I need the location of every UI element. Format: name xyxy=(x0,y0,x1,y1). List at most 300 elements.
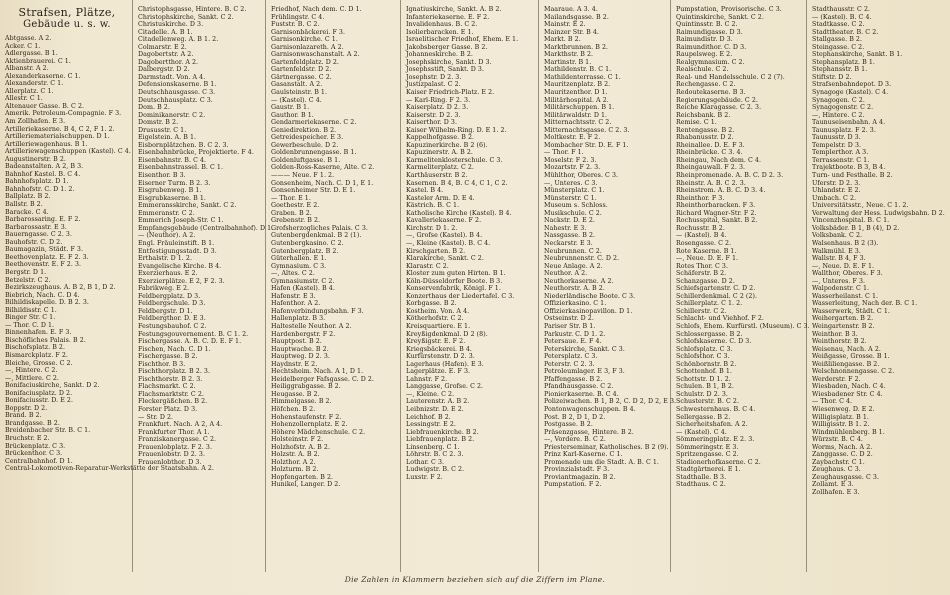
index-entry: Mauritzenthor. D 1. xyxy=(544,89,608,97)
index-entry: Kreisquartiere. E 1. xyxy=(406,322,471,330)
index-entry: Mailandsgasse. B 2. xyxy=(544,13,609,21)
index-entry: Ballstr. B 2. xyxy=(5,201,43,209)
index-entry: Frühlingstr. C 4. xyxy=(271,13,325,21)
index-entry: Schanzgasse. D 2. xyxy=(676,277,735,285)
index-entry: Abtgasse. A 2. xyxy=(5,35,52,42)
index-entry: Post. B 2, D 1, D 2. xyxy=(544,413,606,421)
index-entry: Empfangsgebäude (Centralbahnhof). D 1. xyxy=(138,224,274,232)
index-entry: Holsteinstr. F 2. xyxy=(271,436,324,444)
index-entry: Musikschule. C 2. xyxy=(544,209,602,217)
index-entry: Aktienbrauerei. C 1. xyxy=(5,57,71,65)
index-entry: Bahnhof Kastel. B. C 4. xyxy=(5,170,81,178)
index-entry: Verwaltung der Hess. Ludwigsbahn. D 2. xyxy=(812,209,945,217)
index-entry: Steingasse. C 2. xyxy=(812,43,865,51)
index-entry: Isolierbaracken. E 1. xyxy=(406,28,474,36)
index-entry: Alexanderstr. C 1. xyxy=(5,80,64,88)
index-entry: Justizpalast. C 2. xyxy=(406,81,461,89)
index-entry: Schottenhof. B 1. xyxy=(676,368,732,376)
index-entry: Weihergarten. B 2. xyxy=(812,315,874,323)
index-entry: Kurfürstenstr. D 2. 3. xyxy=(406,353,475,361)
index-entry: Beethovenstr. E. F 2. 3. xyxy=(5,261,82,269)
index-entry: Gutenbergkasino. C 2. xyxy=(271,239,344,247)
index-entry: Parkustr. C. D 1. 2. xyxy=(544,330,606,338)
index-entry: Neubrunnenstr. C. D 2. xyxy=(544,255,620,263)
index-entry: — (Kastel). B. C 4. xyxy=(812,13,872,21)
index-entry: Lauterenstr. A. B 2. xyxy=(406,398,470,406)
index-entry: Fabrikweg. E 2. xyxy=(138,285,190,293)
index-entry: — Thor. E 1. xyxy=(271,194,311,202)
index-entry: Gutenbergplatz. B 2. xyxy=(271,247,339,255)
index-entry: Synagogen. C 2. xyxy=(812,96,865,104)
index-entry: Rechengasse. C 2. xyxy=(676,81,736,89)
index-entry: Mauritzenplatz. B 2. xyxy=(544,81,611,89)
index-entry: Werderstr. F 2. xyxy=(812,375,861,383)
index-entry: —, Kleine. C 2. xyxy=(406,390,455,398)
index-entry: Schlacht- und Viehhof. F 2. xyxy=(676,315,764,323)
index-entry: — Karl-Ring. F 2. 3. xyxy=(406,96,471,104)
index-entry: Weißliliengasse. B 2. xyxy=(812,360,880,368)
index-entry: Gonsenheimer Str. D. E 1. xyxy=(271,187,356,195)
index-entry: Schillerplatz. C 1. 2. xyxy=(676,300,743,308)
index-entry: Markthstr. B 2. xyxy=(544,51,594,59)
index-entry: Bergstr. D 1. xyxy=(5,268,47,276)
index-entry: Rote Kaserne. B 1. xyxy=(676,247,737,255)
index-entry: Stadthalle. B 3. xyxy=(676,473,727,481)
index-entry: Bahnhofstr. C. D 1. 2. xyxy=(5,185,75,193)
index-entry: Invalidenhaus. B. C 2. xyxy=(406,21,478,29)
index-entry: Holzthor. A 2. xyxy=(271,458,316,466)
index-list xyxy=(271,6,397,489)
index-entry: Emmeransskirche, Sankt. C 2. xyxy=(138,202,237,210)
index-entry: —, Altes. C 2. xyxy=(271,270,315,278)
index-list xyxy=(544,6,677,489)
index-entry: Mühlthor, Oberes. C 3. xyxy=(544,172,619,180)
index-entry: Alexanderkaserne. C 1. xyxy=(5,72,81,80)
index-entry: Goldenluftgasse. B 1. xyxy=(271,156,341,164)
index-entry: Proviantmagazin. B 2. xyxy=(544,473,616,481)
index-entry: — (Kastel). C 4. xyxy=(676,428,727,436)
index-entry: Hafenthor. A 2. xyxy=(271,300,321,308)
index-entry: Bonifaciusplatz. D 2. xyxy=(5,389,73,397)
index-entry: Mathildenterrasse. C 1. xyxy=(544,73,621,81)
index-entry: Remise. C 1. xyxy=(676,119,717,127)
index-entry: Artilleriewagenschuppen (Kastel). C 4. xyxy=(5,148,131,156)
index-entry: Gaulsteinstr. B 1. xyxy=(271,89,328,97)
index-entry: Hopfengarten. B 2. xyxy=(271,473,334,481)
index-entry: Kreyßigstr. E. F 2. xyxy=(406,338,466,346)
index-entry: Brückenplatz. C 3. xyxy=(5,442,66,450)
index-entry: Schillerstr. C 2. xyxy=(676,307,727,315)
index-entry: Kostheim. Von. A 4. xyxy=(406,307,470,315)
index-entry: Militärhospital. A 2. xyxy=(544,96,609,104)
index-entry: Peterstr. C 2. 3. xyxy=(544,360,595,368)
index-entry: Rosengasse. C 2. xyxy=(676,239,732,247)
index-entry: — Thor. C. D 1. xyxy=(5,321,55,329)
index-entry: Johanneskirche. B 2. xyxy=(406,51,473,59)
index-entry: Bauhofstr. C. D 2. xyxy=(5,238,63,246)
index-entry: Holzhofstr. A. B 2. xyxy=(271,443,331,451)
index-entry: Schlofs, Ehem. Kurfürstl. (Museum). C 3. xyxy=(676,322,810,330)
index-entry: Albanstr. A 2. xyxy=(5,65,49,73)
index-entry: — Thor. C 4. xyxy=(812,398,853,406)
index-entry: Promenade um die Stadt. A. B. C 1. xyxy=(544,458,659,466)
index-entry: Kästrich. B. C 1. xyxy=(406,202,460,210)
index-entry: Beethovenplatz. E. F 2. 3. xyxy=(5,253,89,261)
index-entry: Taunusstr. D 3. xyxy=(812,134,861,142)
index-entry: Grebenstr. B 2. xyxy=(271,217,321,225)
index-entry: Bischofsplatz. B 2. xyxy=(5,344,66,352)
index-entry: —, Neue. D. E. F 1. xyxy=(812,262,875,270)
index-heading xyxy=(5,6,129,33)
index-entry: Bahnhofsplatz. D 1. xyxy=(5,178,69,186)
index-entry: Badeanstalten. A 2, B 3. xyxy=(5,163,84,171)
index-entry: Willigisplatz. B 1. xyxy=(812,413,869,421)
index-entry: Walkmühl. E 3. xyxy=(812,247,861,255)
index-entry: Wasserleitung, Nach der. B. C 1. xyxy=(812,300,918,308)
index-entry: Central-Lokomotiven-Reparatur-Werkstätte der Staatsbahn. A 2. xyxy=(5,465,214,473)
index-entry: Schulen. B 1, B 2. xyxy=(676,383,734,391)
index-entry: Pariser Str. B 1. xyxy=(544,322,596,330)
index-entry: Kapuzinerkirche. B 2 (6). xyxy=(406,141,488,149)
index-entry: Kaiserplatz. D 2. 3. xyxy=(406,104,469,112)
index-entry: Stadtgärtnerei. E 1. xyxy=(676,466,741,474)
index-entry: —, Grofse (Kastel). B 4. xyxy=(406,232,483,240)
index-entry: Schlofskaserne. C. D 3. xyxy=(676,338,752,346)
index-column-7 xyxy=(807,0,950,572)
index-entry: Augustinerstr. B 2. xyxy=(5,155,66,163)
index-entry: Turn- und Festhalle. B 2. xyxy=(812,172,893,180)
index-entry: Darmstadt. Von. A 4. xyxy=(138,73,206,81)
index-entry: — (Kastel). C 4. xyxy=(271,96,322,104)
index-entry: Kaiser Wilhelm-Ring. D. E 1. 2. xyxy=(406,126,507,134)
index-entry: Graben. B 2. xyxy=(271,209,312,217)
index-entry: Garnisonbäckerei. F 3. xyxy=(271,28,346,36)
index-column-3 xyxy=(266,0,401,572)
index-entry: Haydnstr. E 2. xyxy=(271,360,318,368)
index-entry: Stallgasse. B 2. xyxy=(812,36,863,44)
index-entry: Feldbergstr. D 1. xyxy=(138,307,193,315)
index-entry: — (Kastel). B 4. xyxy=(676,232,727,240)
index-entry: Binnenhafen. E. F 3. xyxy=(5,329,72,337)
index-entry: Biebrich, Nach. C. D 4. xyxy=(5,291,80,299)
index-entry: Regierungsgebäude. C 2. xyxy=(676,96,758,104)
index-entry: Rheinstr. A. B. C 2. 3. xyxy=(676,179,746,187)
index-entry: Vincenzhospital. B. C 1. xyxy=(812,217,890,225)
index-entry: Feldbergplatz. D 3. xyxy=(138,292,201,300)
index-entry: Hafenverbindungsbahn. F 3. xyxy=(271,307,364,315)
index-entry: Korbgasse. B 2. xyxy=(406,300,457,308)
index-entry: Wallthor, Oberes. F 3. xyxy=(812,270,883,278)
index-entry: Rheinallee. D. E. F 3. xyxy=(676,141,745,149)
index-entry: Neuthor. A 2. xyxy=(544,270,588,278)
index-entry: Entfestigungsstadt. D 3. xyxy=(138,247,217,255)
index-entry: Mainstr. E 2. xyxy=(544,21,586,29)
index-column-5 xyxy=(539,0,677,572)
index-entry: Hallenplatz. B 3. xyxy=(271,315,326,323)
index-list xyxy=(138,6,274,466)
index-entry: Flachsmarkt. C 2. xyxy=(138,383,196,391)
index-entry: Kavalleriekaserne. F 2. xyxy=(406,217,482,225)
index-entry: Gasanstalt. A 2. xyxy=(271,81,323,89)
index-entry: Citadelle. A. B 1. xyxy=(138,28,193,36)
index-entry: Heugasse. B 2. xyxy=(271,390,320,398)
index-entry: Karthäuserstr. B 2. xyxy=(406,172,468,180)
index-entry: Barbarossastr. E 3. xyxy=(5,223,67,231)
index-entry: Rochusstr. B 2. xyxy=(676,224,725,232)
index-entry: Geniedirektion. B 2. xyxy=(271,126,337,134)
index-entry: Artilleriewagenhaus. B 1. xyxy=(5,140,88,148)
index-entry: Friedhof, Nach dem. C. D 1. xyxy=(271,6,362,13)
index-entry: Holzturm. B 2. xyxy=(271,466,319,474)
index-entry: Franziskanergasse. C 2. xyxy=(138,436,217,444)
index-entry: Festungsgouvernement. B. C 1. 2. xyxy=(138,330,249,338)
index-entry: Bauerngasse. C 2. 3. xyxy=(5,231,73,239)
index-entry: Breidenbacher Str. B. C 1. xyxy=(5,427,91,435)
index-entry: Schulstr. D 2. 3. xyxy=(676,390,728,398)
index-entry: Weingartenstr. B 2. xyxy=(812,322,875,330)
index-entry: Mainzer Str. B 4. xyxy=(544,28,599,36)
index-entry: Quintinsstr. B. C 2. xyxy=(676,21,738,29)
index-entry: Real- und Handelsschule. C 2 (7). xyxy=(676,73,785,81)
index-entry: Klarakirche, Sankt. C 2. xyxy=(406,255,484,263)
index-entry: Heidelberger Fafsgasse. C. D 2. xyxy=(271,375,374,383)
index-entry: Langgasse, Grofse. C 2. xyxy=(406,383,484,391)
index-entry: Eisenbahnbrücke, Projektierte. F 4. xyxy=(138,149,254,157)
index-entry: Dalbergstr. D 2. xyxy=(138,66,190,74)
index-entry: Bilhildisstr. C 1. xyxy=(5,306,57,314)
index-entry: — Str. D 2. xyxy=(138,413,174,421)
index-entry: Kappelhofgasse. B 2. xyxy=(406,134,475,142)
index-entry: Zeughausgasse. C 3. xyxy=(812,473,880,481)
index-entry: Schäferstr. B 2. xyxy=(676,270,727,278)
index-entry: Brand. B 2. xyxy=(5,412,42,420)
index-entry: Barbarossaring. E. F 2. xyxy=(5,216,81,224)
index-entry: Hauptpost. B 2. xyxy=(271,338,322,346)
index-entry: Mozartstr. F 2. 3. xyxy=(544,164,601,172)
index-entry: Pionierkaserne. B. C 4. xyxy=(544,390,619,398)
index-entry: Kirchstr. D 1. 2. xyxy=(406,224,458,232)
index-entry: Domstr. B 2. xyxy=(138,119,179,127)
index-entry: Quintinskirche, Sankt. C 2. xyxy=(676,13,764,21)
index-entry: —, Unteres. F 3. xyxy=(812,277,866,285)
index-entry: Uferstr. D 2. 3. xyxy=(812,179,861,187)
index-entry: Schottstr. D 1. 2. xyxy=(676,375,731,383)
index-entry: Wasserheilanst. C 1. xyxy=(812,292,879,300)
index-entry: Kastel. B 4. xyxy=(406,187,444,195)
index-entry: Am Zollhafen. E 3. xyxy=(5,118,66,126)
index-entry: Stadttheater. B. C 2. xyxy=(812,28,879,36)
index-entry: Flachsmarktstr. C 2. xyxy=(138,390,204,398)
index-entry: Lagerhaus (Hafen). E 3. xyxy=(406,360,484,368)
index-entry: Eisgrubenweg. B 1. xyxy=(138,187,202,195)
index-entry: Präsenzgasse, Hintere. B 2. xyxy=(544,428,634,436)
index-entry: Maarauе. A 3. 4. xyxy=(544,6,598,13)
index-entry: Weisenau, Nach. A 2. xyxy=(812,345,881,353)
index-list xyxy=(812,6,947,497)
index-entry: Sömmeringplatz. E 2. 3. xyxy=(676,436,755,444)
index-entry: —, Kleine (Kastel). B. C 4. xyxy=(406,239,491,247)
index-entry: Pfaffengasse. B 2. xyxy=(544,375,603,383)
index-entry: Linsenberg. C 1. xyxy=(406,443,460,451)
index-entry: Gymnasiumstr. C 2. xyxy=(271,277,335,285)
index-entry: Wiesenweg. D. E 2. xyxy=(812,405,875,413)
index-entry: —, Hintere. C 2. xyxy=(812,111,865,119)
index-entry: Pumpstation. F 2. xyxy=(544,481,602,489)
index-entry: Provinzialstadt. F 3. xyxy=(544,466,610,474)
index-entry: Tempelstr. D 3. xyxy=(812,141,862,149)
index-entry: Exerzierplätze. E 2, F 2. 3. xyxy=(138,277,225,285)
index-entry: Neuthorkaserne. A 2. xyxy=(544,277,614,285)
index-entry: Schlossergasse. B 2. xyxy=(676,330,743,338)
index-entry: —, Vordere. B. C 2. xyxy=(544,436,606,444)
index-entry: Luxstr. F 2. xyxy=(406,473,443,481)
index-entry: Sicherheitshafen. A 2. xyxy=(676,421,748,429)
index-entry: Kötherhofstr. C 2. xyxy=(406,315,464,323)
index-entry: Zanggasse. C. D 2. xyxy=(812,451,873,459)
index-entry: Defensionskaserne. B 1. xyxy=(138,81,217,89)
index-entry: Schlofsplatz. C 3. xyxy=(676,345,733,353)
index-entry: Kloster zum guten Hirten. B 1. xyxy=(406,270,506,278)
index-entry: Christophskirche, Sankt. C 2. xyxy=(138,13,234,21)
index-entry: Polizeiwachen. B 1, B 2, C. D 2, D 2, E 3. xyxy=(544,398,677,406)
index-entry: Hafen (Kastel). B 4. xyxy=(271,285,335,293)
index-entry: Citadellenweg. A. B 1. 2. xyxy=(138,36,219,44)
index-entry: Zollamt. E 3. xyxy=(812,481,854,489)
index-entry: Konservenfabrik, Königl. F 1. xyxy=(406,285,501,293)
index-entry: ——— Neue. F 1. 2. xyxy=(271,172,335,180)
index-entry: Taunusplatz. F 2. 3. xyxy=(812,126,876,134)
index-entry: Synagoge (Kastel). C 4. xyxy=(812,89,889,97)
index-entry: Ignatiuskirche, Sankt. A. B 2. xyxy=(406,6,502,13)
index-entry: Festungsbauhof. C 2. xyxy=(138,322,207,330)
index-column-6 xyxy=(671,0,810,572)
index-entry: Rotes Thor. C 3. xyxy=(676,262,729,270)
index-entry: Synagogenstr. C 2. xyxy=(812,104,874,112)
index-entry: Uhlandstr. E 2. xyxy=(812,187,861,195)
index-entry: —, Hintere. C 2. xyxy=(5,367,58,375)
index-entry: Volksbank. C 2. xyxy=(812,232,863,240)
index-entry: Frankfurt. Nach. A 2, A 4. xyxy=(138,421,223,429)
index-entry: Ballplatz. B 2. xyxy=(5,193,51,201)
index-entry: Raimundithor. C. D 3. xyxy=(676,43,747,51)
index-entry: Garnisonwaschanstalt. A 2. xyxy=(271,51,360,59)
index-entry: Petersplatz. C 3. xyxy=(544,353,598,361)
index-entry: Hohenstaufenstr. F 2. xyxy=(271,413,342,421)
index-entry: Volksbäder. B 1, B (4), D 2. xyxy=(812,224,900,232)
index-entry: Pumpstation, Provisorische. C 3. xyxy=(676,6,782,13)
index-entry: Bleiche, Grosse. C 2. xyxy=(5,359,73,367)
index-entry: Hauptwache. B 2. xyxy=(271,345,329,353)
index-entry: Petersaue. E. F 4. xyxy=(544,338,602,346)
index-entry: Centralbahnhof. D 1. xyxy=(5,457,73,465)
index-entry: Forster Platz. D 3. xyxy=(138,405,198,413)
index-entry: Exerzierhaus. E 2. xyxy=(138,270,198,278)
index-entry: Gymnasium. C 3. xyxy=(271,262,327,270)
index-entry: Realgymnasium. C 2. xyxy=(676,58,745,66)
index-entry: Getreidespeicher. E 3. xyxy=(271,134,344,142)
index-entry: Umbach. C 2. xyxy=(812,194,857,202)
index-entry: Gauthor. B 1. xyxy=(271,111,314,119)
index-entry: Münsterstr. C 1. xyxy=(544,194,597,202)
index-entry: Binger Str. C 1. xyxy=(5,314,56,322)
index-entry: Amerik. Petroleum-Compagnie. F 3. xyxy=(5,110,122,118)
index-entry: Grofsherzogliches Palais. C 3. xyxy=(271,224,368,232)
index-entry: Haltestelle Neuthor. A 2. xyxy=(271,322,352,330)
index-entry: Evangelische Kirche. B 4. xyxy=(138,262,222,270)
index-entry: Weinthor. B 3. xyxy=(812,330,858,338)
index-entry: Ludwigstr. B. C 2. xyxy=(406,466,465,474)
index-entry: Eisenbahnstr. B. C 4. xyxy=(138,156,207,164)
index-entry: Eisenbahnstrassel. B. C 1. xyxy=(138,164,224,172)
index-entry: Markt. B 2. xyxy=(544,36,581,44)
index-entry: Schusterstr. B. C 2. xyxy=(676,398,739,406)
index-entry: Bonifaciuskirche, Sankt. D 2. xyxy=(5,382,100,390)
index-entry: Sömmeringstr. E 3. xyxy=(676,443,739,451)
index-entry: Kaiserthor. D 3. xyxy=(406,119,457,127)
index-entry: Neckarstr. E 3. xyxy=(544,239,593,247)
index-entry: Gartenfeldstr. D 2. xyxy=(271,66,332,74)
index-entry: Katholische Kirche (Kastel). B 4. xyxy=(406,209,512,217)
index-entry: Marktbrunnen. B 2. xyxy=(544,43,609,51)
index-entry: Wallstr. B 4, F 3. xyxy=(812,255,866,263)
index-entry: Mombacher Str. D. E. F 1. xyxy=(544,141,629,149)
index-entry: Hohenzollernplatz. E 2. xyxy=(271,421,348,429)
index-entry: Weißgasse, Grosse. B 1. xyxy=(812,353,890,361)
index-entry: Feldbergschule. D 3. xyxy=(138,300,206,308)
index-entry: Karmeliterplatz. C 2. xyxy=(406,164,474,172)
index-entry: Infanteriekaserne. E. F 2. xyxy=(406,13,490,21)
index-entry: Bismarckplatz. F 2. xyxy=(5,351,68,359)
index-entry: Zeughaus. C 3. xyxy=(812,466,861,474)
index-entry: Dagobertthor. A 2. xyxy=(138,58,199,66)
index-entry: Kriegsbäckerei. B 4. xyxy=(406,345,472,353)
index-entry: Lothar. C 3. xyxy=(406,458,445,466)
index-entry: Drususstr. C 1. xyxy=(138,126,187,134)
footnote: Die Zahlen in Klammern beziehen sich auf die Ziffern im Plane. xyxy=(344,575,606,584)
index-entry: Templerthor. A 3. xyxy=(812,149,869,157)
index-entry: Bruchstr. E 2. xyxy=(5,434,50,442)
index-entry: Allestr. C 1. xyxy=(5,95,43,103)
index-entry: Stadionerhofkaserne. C 2. xyxy=(676,458,761,466)
index-entry: Rheingau, Nach dem. C 4. xyxy=(676,156,762,164)
index-entry: Goethestr. E 2. xyxy=(271,202,320,210)
index-entry: Leibnizstr. D. E 2. xyxy=(406,405,464,413)
index-entry: Pfandhausgasse. C 2. xyxy=(544,383,614,391)
index-entry: Adlergasse. B 1. xyxy=(5,50,58,58)
index-entry: Kasteler Arm. D. E 4. xyxy=(406,194,475,202)
index-entry: Münsterplatz. C 1. xyxy=(544,187,605,195)
index-entry: Eigelstein. A. B 1. xyxy=(138,134,197,142)
index-entry: Raimundistr. D 3. xyxy=(676,36,733,44)
index-entry: Artilleriematerialschuppen. D 1. xyxy=(5,133,110,141)
index-entry: Kirschgarten. B 2. xyxy=(406,247,466,255)
index-entry: Militärwaldstr. D 1. xyxy=(544,111,608,119)
index-entry: Nahestr. E 3. xyxy=(544,224,587,232)
index-entry: Liebfrauenkirche. B 2. xyxy=(406,428,479,436)
index-entry: Kreyßigdenkmal. D 2 (8). xyxy=(406,330,488,338)
index-entry: Stadthaus. C 2. xyxy=(676,481,726,489)
index-entry: Hafenstr. E 3. xyxy=(271,292,316,300)
index-entry: Prinz Karl-Kaserne. C 1. xyxy=(544,451,623,459)
index-entry: Postgasse. B 2. xyxy=(544,421,593,429)
index-entry: Höfchen. B 2. xyxy=(271,405,316,413)
index-entry: Museum s. Schloss. xyxy=(544,202,608,210)
index-entry: — Thor. F 1. xyxy=(544,149,584,157)
index-entry: Spritzengasse. C 2. xyxy=(676,451,739,459)
index-entry: Zaybachstr. C 1. xyxy=(812,458,865,466)
index-entry: Walsenhaus. B 2 (3). xyxy=(812,239,879,247)
index-entry: Schlofsthor. C 3. xyxy=(676,353,730,361)
